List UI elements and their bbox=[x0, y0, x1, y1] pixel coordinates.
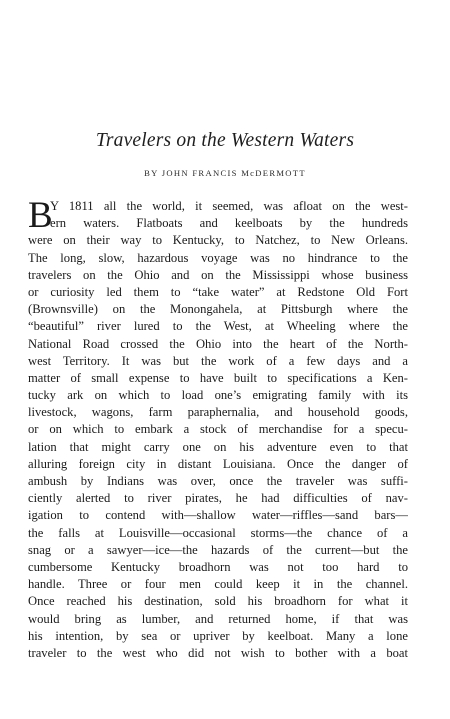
text-line: The long, slow, hazardous voyage was no hindrance to the bbox=[28, 250, 408, 265]
article-body bbox=[28, 195, 408, 662]
text-line: Once reached his destination, sold his broadhorn for what it bbox=[28, 594, 408, 609]
article-byline: BY JOHN FRANCIS McDERMOTT bbox=[144, 168, 306, 178]
text-line: traveler to the west who did not wish to bother with a boat bbox=[28, 645, 408, 660]
text-line: livestock, wagons, farm paraphernalia, and household goods, bbox=[28, 405, 408, 420]
text-line: west Territory. It was but the work of a few days and a bbox=[28, 353, 408, 368]
text-line: or curiosity led them to “take water” at Redstone Old Fort bbox=[28, 284, 408, 299]
drop-cap: B bbox=[28, 195, 53, 236]
text-line: (Brownsville) on the Monongahela, at Pittsburgh where the bbox=[28, 302, 408, 317]
text-line: igation to contend with—shallow water—riffles—sand bars— bbox=[28, 508, 408, 523]
text-line: handle. Three or four men could keep it in the channel. bbox=[28, 577, 408, 592]
text-line: tucky ark on which to load one’s emigrating family with its bbox=[28, 388, 408, 403]
text-line: matter of small expense to have built to specifications a Ken- bbox=[28, 370, 408, 385]
text-line: cumbersome Kentucky broadhorn was not too hard to bbox=[28, 559, 408, 574]
text-line: lation that might carry one on his adventure even to that bbox=[28, 439, 408, 454]
text-line: snag or a sawyer—ice—the hazards of the current—but the bbox=[28, 542, 408, 557]
text-line: National Road crossed the Ohio into the heart of the North- bbox=[28, 336, 408, 351]
text-line: or on which to embark a stock of merchandise for a specu- bbox=[28, 422, 408, 437]
text-line: alluring foreign city in distant Louisiana. Once the danger of bbox=[28, 456, 408, 471]
text-line: ciently alerted to river pirates, he had difficulties of nav- bbox=[28, 491, 408, 506]
text-line: his intention, by sea or upriver by keelboat. Many a lone bbox=[28, 628, 408, 643]
text-line: were on their way to Kentucky, to Natchez, to New Orleans. bbox=[28, 233, 408, 248]
text-line: “beautiful” river lured to the West, at Wheeling where the bbox=[28, 319, 408, 334]
text-line: travelers on the Ohio and on the Mississippi whose business bbox=[28, 267, 408, 282]
text-line: would bring as lumber, and returned home, if that was bbox=[28, 611, 408, 626]
text-line: the falls at Louisville—occasional storms—the chance of a bbox=[28, 525, 408, 540]
article-title: Travelers on the Western Waters bbox=[95, 130, 355, 151]
text-line: Y 1811 all the world, it seemed, was afloat on the west- bbox=[50, 199, 408, 213]
text-line: ern waters. Flatboats and keelboats by the hundreds bbox=[50, 216, 408, 231]
text-line: ambush by Indians was over, once the traveler was suffi- bbox=[28, 474, 408, 488]
